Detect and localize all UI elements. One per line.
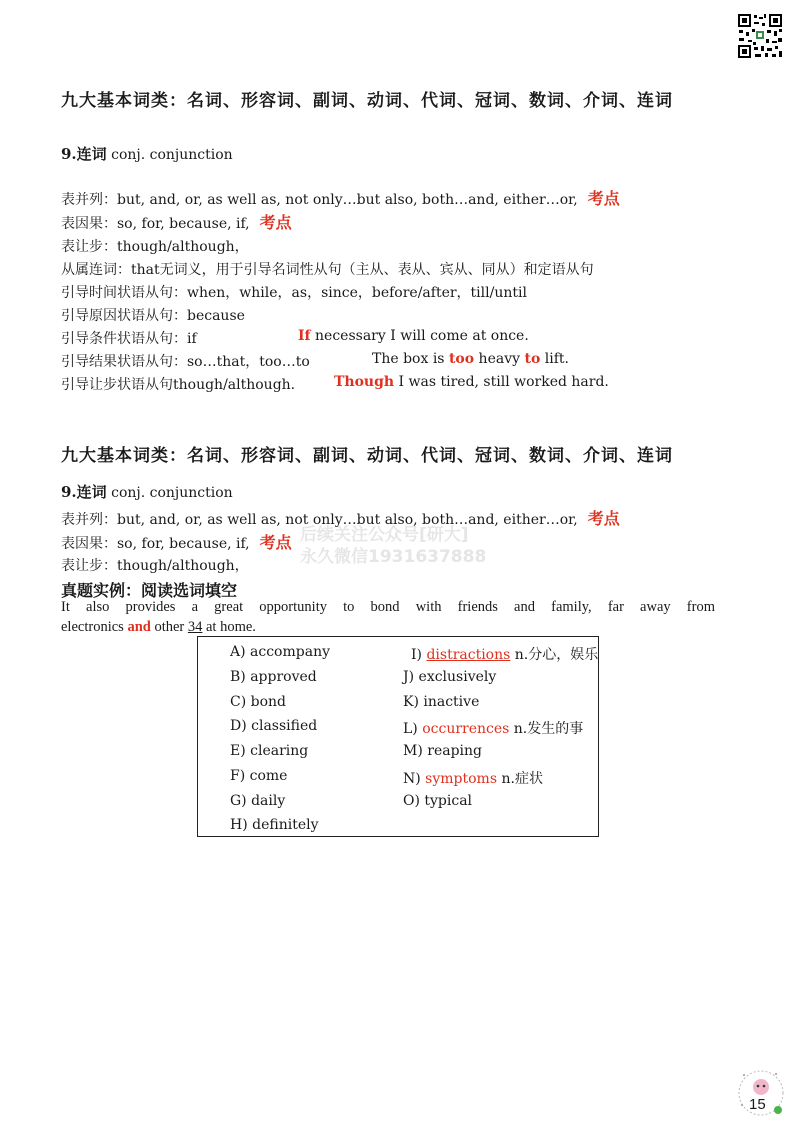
word-bank-box bbox=[197, 636, 599, 837]
kaodian-label: 考点 bbox=[259, 213, 292, 232]
line-coordinate: 表并列：but, and, or, as well as, not only…but also, both…and, either…or, 考点 bbox=[61, 189, 620, 208]
option-n: N) symptoms n.症状 bbox=[403, 771, 543, 787]
example-too-to: The box is too heavy to lift. bbox=[372, 351, 569, 367]
line-coordinate: 表并列：but, and, or, as well as, not only…but also, both…and, either…or, 考点 bbox=[61, 509, 620, 528]
line-concession: 表让步：though/although， bbox=[61, 558, 249, 574]
line-condition-clause: 引导条件状语从句：if bbox=[61, 331, 197, 347]
passage-line-1: It also provides a great opportunity to bond with friends and family, far away from bbox=[61, 599, 715, 615]
line-time-clause: 引导时间状语从句：when，while，as，since，before/after，till/until bbox=[61, 285, 527, 301]
line-concession-clause: 引导让步状语从句though/although. bbox=[61, 377, 296, 393]
option-k: K) inactive bbox=[403, 694, 480, 710]
line-cause: 表因果：so, for, because, if, 考点 bbox=[61, 533, 292, 552]
option-f: F) come bbox=[230, 768, 288, 784]
option-d: D) classified bbox=[230, 718, 318, 734]
blank-number: 34 bbox=[187, 619, 203, 635]
watermark: 后续关注公众号[研大] 永久微信1931637888 bbox=[300, 525, 487, 567]
option-o: O) typical bbox=[403, 793, 473, 809]
option-l: L) occurrences n.发生的事 bbox=[403, 721, 584, 737]
page-number: 15 bbox=[749, 1096, 766, 1113]
kaodian-label: 考点 bbox=[259, 533, 292, 552]
passage-line-2: electronics and other 34 at home. bbox=[61, 619, 256, 635]
option-c: C) bond bbox=[230, 694, 286, 710]
option-b: B) approved bbox=[230, 669, 317, 685]
heading-number: 9.连词 bbox=[61, 145, 107, 163]
exam-heading: 真题实例：阅读选词填空 bbox=[61, 581, 238, 600]
option-h: H) definitely bbox=[230, 817, 319, 833]
heading-english: conj. conjunction bbox=[106, 485, 233, 501]
section2-title: 九大基本词类：名词、形容词、副词、动词、代词、冠词、数词、介词、连词 bbox=[61, 446, 673, 466]
example-though: Though I was tired, still worked hard. bbox=[334, 374, 609, 390]
qr-code-icon bbox=[737, 13, 783, 59]
option-m: M) reaping bbox=[403, 743, 482, 759]
option-j: J) exclusively bbox=[403, 669, 497, 685]
example-if: If necessary I will come at once. bbox=[298, 328, 529, 344]
line-subordinate: 从属连词：that无词义，用于引导名词性从句（主从、表从、宾从、同从）和定语从句 bbox=[61, 262, 594, 278]
line-cause: 表因果：so, for, because, if, 考点 bbox=[61, 213, 292, 232]
kaodian-label: 考点 bbox=[587, 189, 620, 208]
option-e: E) clearing bbox=[230, 743, 309, 759]
line-reason-clause: 引导原因状语从句：because bbox=[61, 308, 245, 324]
line-concession: 表让步：though/although， bbox=[61, 239, 249, 255]
section1-heading bbox=[61, 143, 233, 164]
heading-english: conj. conjunction bbox=[106, 147, 233, 163]
section2-heading bbox=[61, 481, 233, 502]
section1-title: 九大基本词类：名词、形容词、副词、动词、代词、冠词、数词、介词、连词 bbox=[61, 91, 673, 111]
option-i: I) distractions n.分心，娱乐 bbox=[411, 647, 599, 663]
heading-number: 9.连词 bbox=[61, 483, 107, 501]
option-g: G) daily bbox=[230, 793, 286, 809]
option-a: A) accompany bbox=[230, 644, 330, 660]
kaodian-label: 考点 bbox=[587, 509, 620, 528]
line-result-clause: 引导结果状语从句：so…that，too…to bbox=[61, 354, 310, 370]
